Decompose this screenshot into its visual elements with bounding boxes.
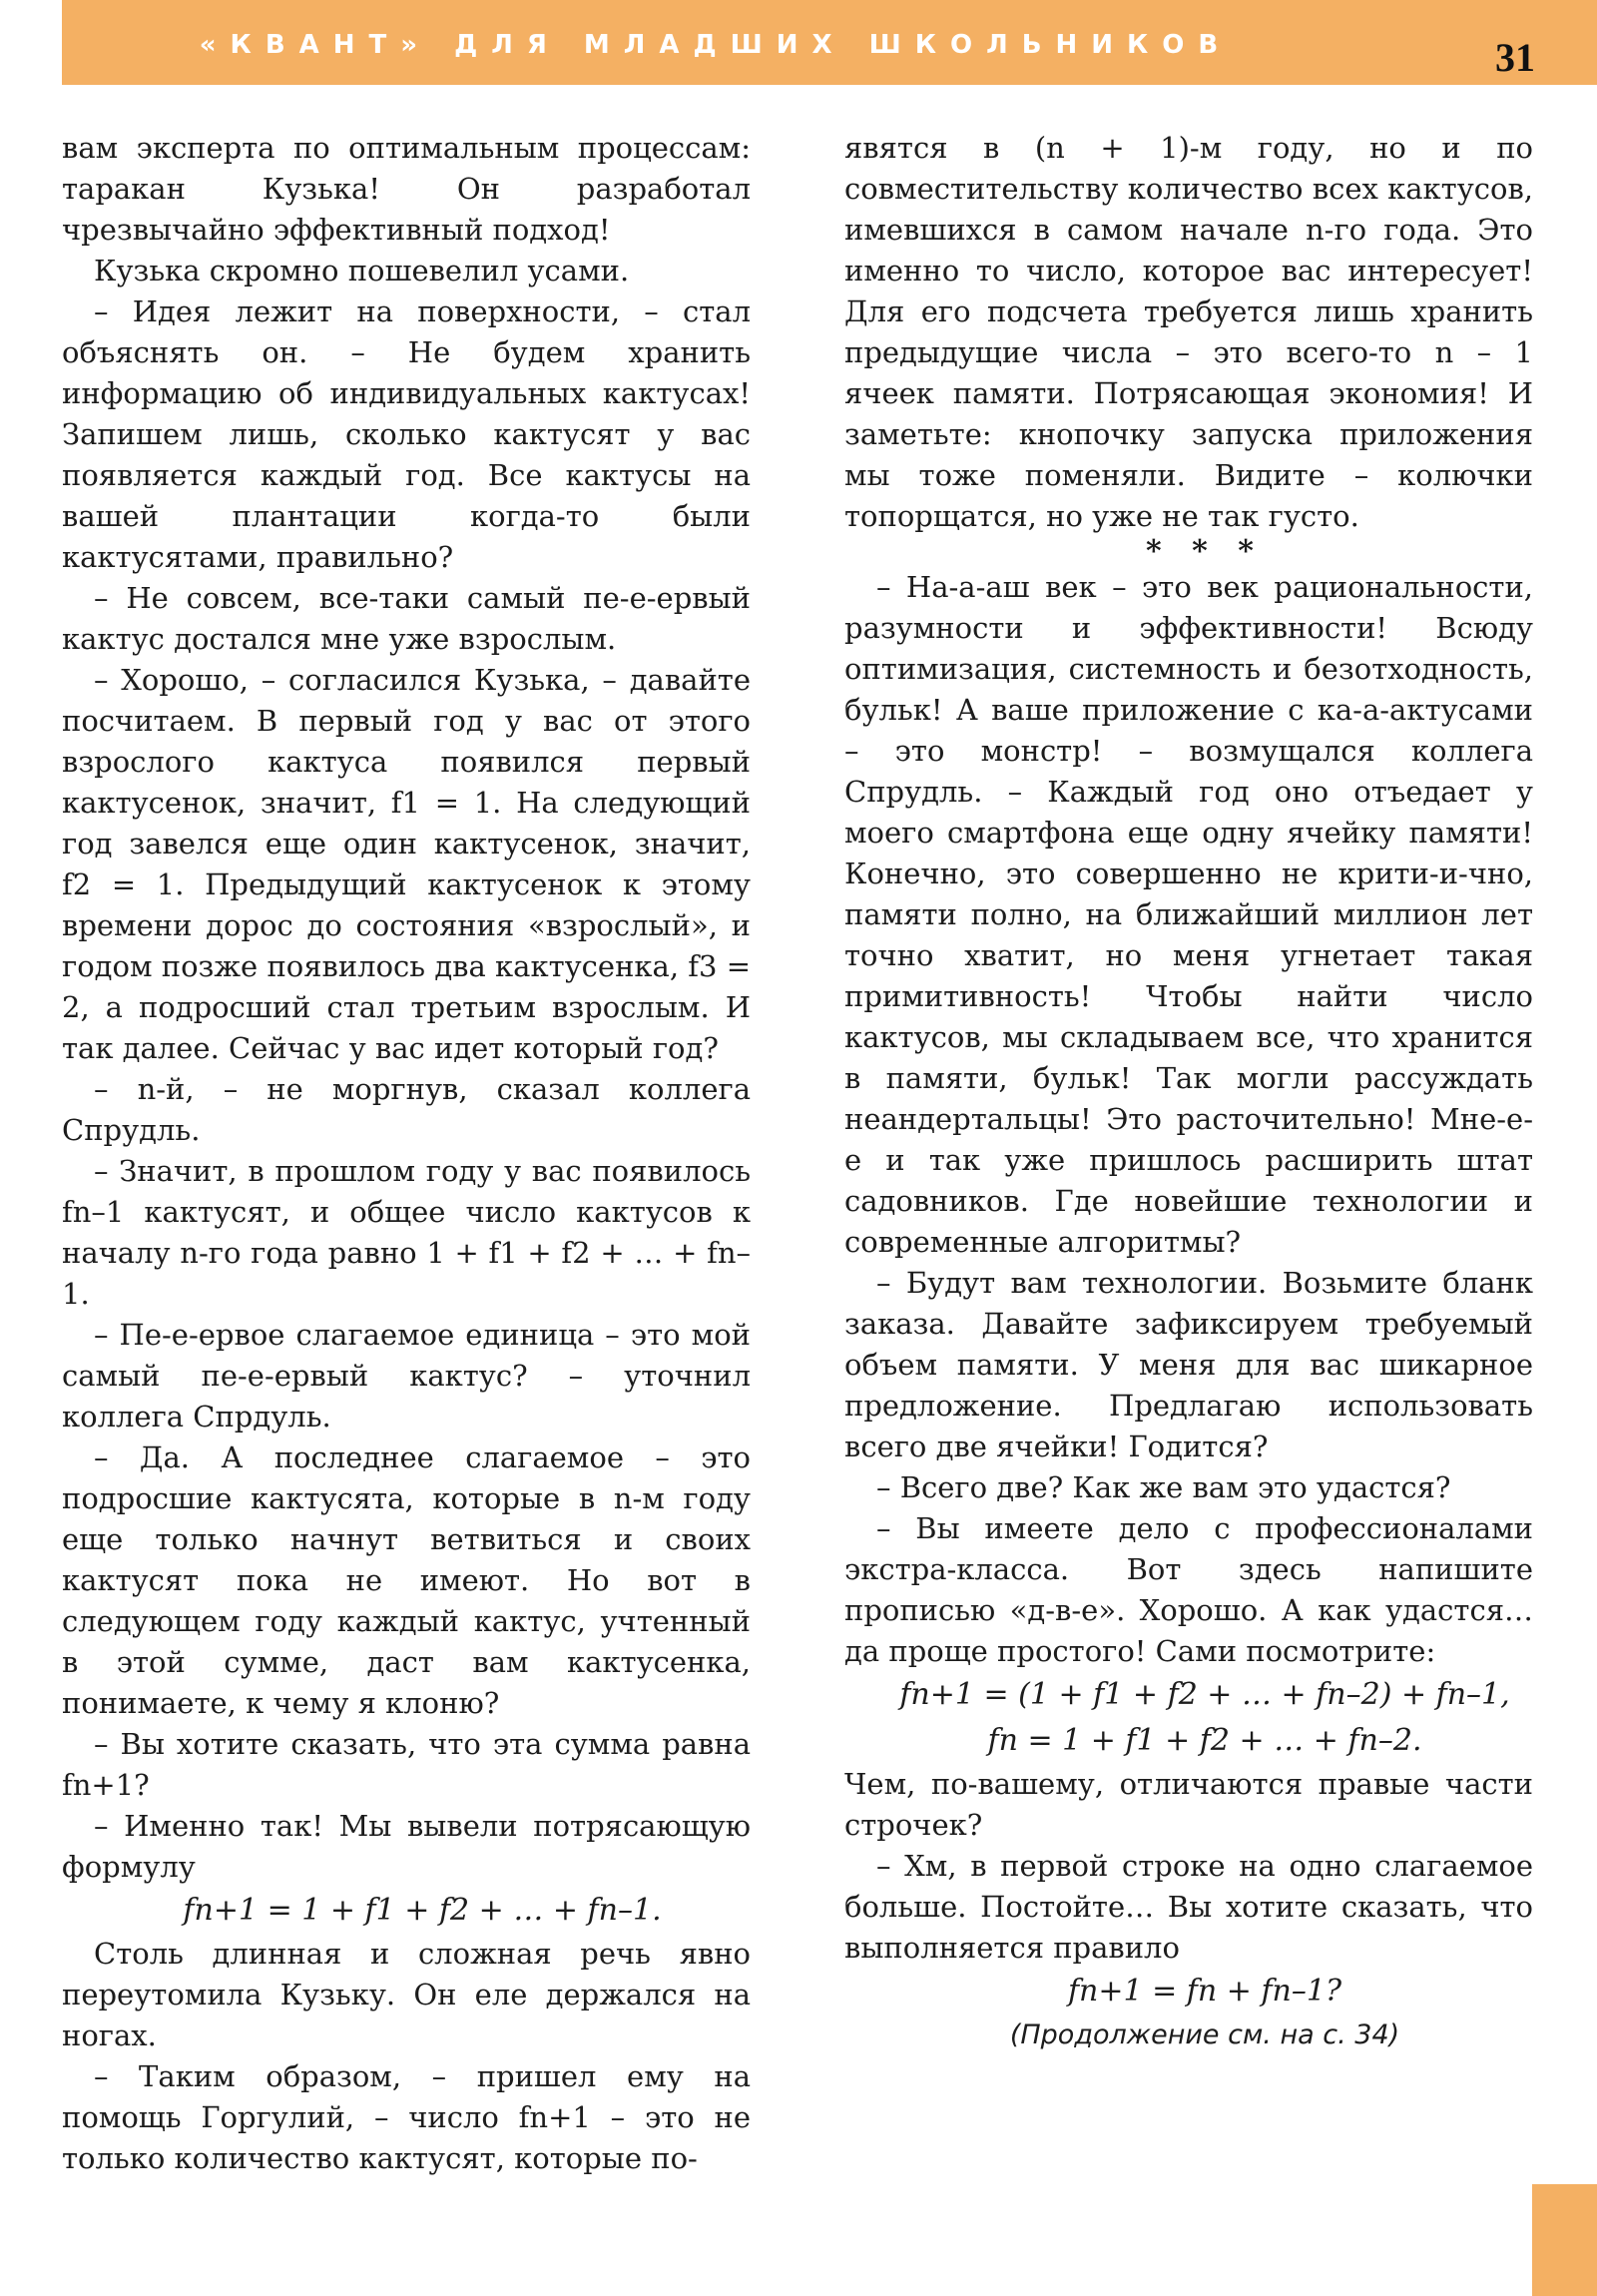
section-separator: * * * [1146, 534, 1264, 569]
paragraph: – Не совсем, все-таки самый пе-е-ервый кактус достался мне уже взрослым. [62, 581, 751, 656]
page-header [62, 0, 1597, 85]
formula: fn+1 = 1 + f1 + f2 + … + fn–1. [183, 1893, 662, 1928]
formula: fn+1 = (1 + f1 + f2 + … + fn–2) + fn–1, [899, 1677, 1510, 1712]
formula: fn+1 = fn + fn–1? [1067, 1974, 1342, 2009]
page-number: 31 [1495, 35, 1535, 80]
paragraph: – Хорошо, – согласился Кузька, – давайте посчитаем. В первый год у вас от этого взрослого кактуса появился первый кактусенок, значит, f1 = 1. На следующий год завелся еще один кактусенок, значит, f2 = 1. Предыдущий кактусенок к этому времени дорос до состояния «взрослый», и годом позже появилось два кактусенка, f3 = 2, а подросший стал третьим взрослым. И так далее. Сейчас у вас идет который год? [62, 663, 751, 1065]
paragraph: – Будут вам технологии. Возьмите бланк заказа. Давайте зафиксируем требуемый объем памяти. У меня для вас шикарное предложение. Предлагаю использовать всего две ячейки! Годится? [844, 1266, 1533, 1463]
right-column [844, 128, 1533, 2055]
paragraph: – Вы хотите сказать, что эта сумма равна fn+1? [62, 1727, 751, 1802]
journal-section-title: «КВАНТ» ДЛЯ МЛАДШИХ ШКОЛЬНИКОВ [199, 30, 1233, 60]
left-column [62, 128, 751, 2179]
paragraph: – Хм, в первой строке на одно слагаемое больше. Постойте… Вы хотите сказать, что выполняется правило [844, 1849, 1533, 1965]
paragraph: – Вы имеете дело с профессионалами экстра-класса. Вот здесь напишите прописью «д-в-е». Хорошо. А как удастся… да проще простого! Сами посмотрите: [844, 1511, 1533, 1668]
paragraph: – Да. А последнее слагаемое – это подросшие кактусята, которые в n-м году еще только начнут ветвиться и своих кактусят пока не имеют. Но вот в следующем году каждый кактус, учтенный в этой сумме, даст вам кактусенка, понимаете, к чему я клоню? [62, 1440, 751, 1720]
paragraph: – Значит, в прошлом году у вас появилось fn–1 кактусят, и общее число кактусов к началу n-го года равно 1 + f1 + f2 + … + fn–1. [62, 1154, 751, 1311]
paragraph: – Таким образом, – пришел ему на помощь Горгулий, – число fn+1 – это не только количество кактусят, которые по- [62, 2059, 751, 2175]
paragraph: – Идея лежит на поверхности, – стал объяснять он. – Не будем хранить информацию об индивидуальных кактусах! Запишем лишь, сколько кактусят у вас появляется каждый год. Все кактусы на вашей плантации когда-то были кактусятами, правильно? [62, 294, 751, 574]
paragraph: – Именно так! Мы вывели потрясающую формулу [62, 1809, 751, 1884]
continuation-note: (Продолжение см. на с. 34) [1009, 2019, 1400, 2050]
paragraph: Кузька скромно пошевелил усами. [94, 254, 630, 287]
paragraph: – Пе-е-ервое слагаемое единица – это мой самый пе-е-ервый кактус? – уточнил коллега Спрдуль. [62, 1318, 751, 1434]
paragraph: Столь длинная и сложная речь явно переутомила Кузьку. Он еле держался на ногах. [62, 1937, 751, 2052]
formula: fn = 1 + f1 + f2 + … + fn–2. [987, 1723, 1422, 1758]
paragraph: явятся в (n + 1)-м году, но и по совместительству количество всех кактусов, имевшихся в самом начале n-го года. Это именно то число, которое вас интересует! Для его подсчета требуется лишь хранить предыдущие числа – это всего-то n – 1 ячеек памяти. Потрясающая экономия! И заметьте: кнопочку запуска приложения мы тоже поменяли. Видите – колючки топорщатся, но уже не так густо. [844, 131, 1533, 533]
paragraph: Чем, по-вашему, отличаются правые части строчек? [844, 1767, 1533, 1842]
paragraph: вам эксперта по оптимальным процессам: таракан Кузька! Он разработал чрезвычайно эффективный подход! [62, 131, 751, 247]
paragraph: – На-а-аш век – это век рациональности, разумности и эффективности! Всюду оптимизация, системность и безотходность, бульк! А ваше приложение с ка-а-актусами – это монстр! – возмущался коллега Спрудль. – Каждый год оно отъедает у моего смартфона еще одну ячейку памяти! Конечно, это совершенно не крити-и-чно, памяти полно, на ближайший миллион лет точно хватит, но меня угнетает такая примитивность! Чтобы найти число кактусов, мы складываем все, что хранится в памяти, бульк! Так могли рассуждать неандертальцы! Это расточительно! Мне-е-е и так уже пришлось расширить штат садовников. Где новейшие технологии и современные алгоритмы? [844, 570, 1533, 1259]
corner-tab [1532, 2184, 1597, 2296]
paragraph: – Всего две? Как же вам это удастся? [876, 1470, 1451, 1504]
paragraph: – n-й, – не моргнув, сказал коллега Спрудль. [62, 1072, 751, 1147]
